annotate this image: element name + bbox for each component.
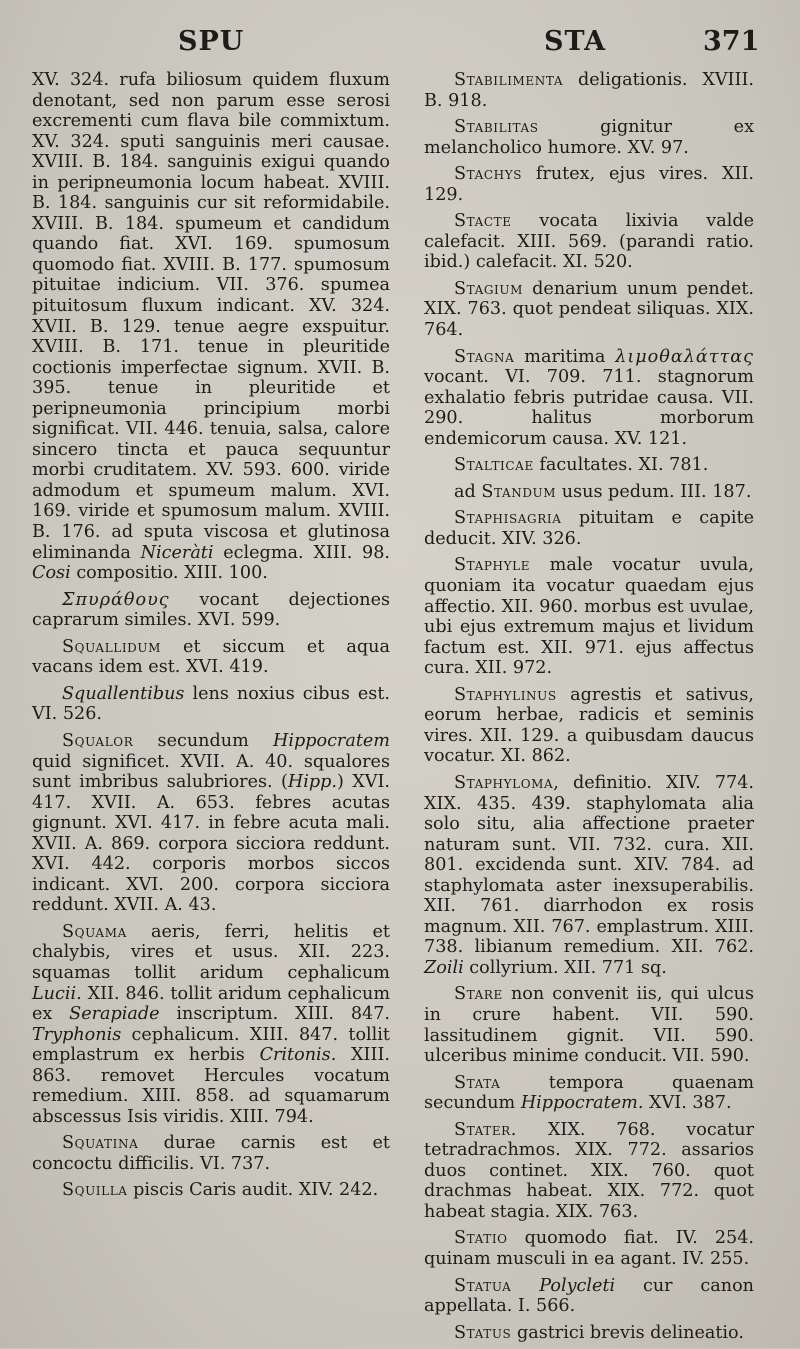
entry-stagna: Stagna maritima λιμοθαλάττας vocant. VI. 709. 711. stagnorum exhalatio febris putridae causa. VII. 290. halitus morborum endemicorum causa. XV. 121. <box>424 346 754 449</box>
header-center-guideword: STA <box>544 26 607 57</box>
entry-stabilitas: Stabilitas gignitur ex melancholico humore. XV. 97. <box>424 117 754 158</box>
entry-staphyloma: Staphyloma, definitio. XIV. 774. XIX. 435. 439. staphylomata alia solo situ, alia affectione praeter naturam sunt. VII. 732. cura. XII. 801. excidenda sunt. XIV. 784. ad staphylomata aster inexsuperabilis. XII. 761. diarrhodon ex rosis magnum. XII. 767. emplastrum. XIII. 738. libianum remedium. XII. 762. Zoili collyrium. XII. 771 sq. <box>424 772 754 978</box>
entry-stalticae: Stalticae facultates. XI. 781. <box>454 455 709 476</box>
entry-squilla: Squilla piscis Caris audit. XIV. 242. <box>62 1180 379 1201</box>
entry-staphyle: Staphyle male vocatur uvula, quoniam ita vocatur quaedam ejus affectio. XII. 960. morbus est uvulae, ubi ejus extremum majus et lividum factum est. XII. 971. ejus affectus cura. XII. 972. <box>424 555 754 679</box>
entry-stachys: Stachys frutex, ejus vires. XII. 129. <box>424 164 754 205</box>
left-column <box>32 70 390 1207</box>
entry-squalor: Squalor secundum Hippocratem quid significet. XVII. A. 40. squalores sunt imbribus salubriores. (Hipp.) XVI. 417. XVII. A. 653. febres acutas gignunt. XVI. 417. in febre acuta mali. XVII. A. 869. corpora sicciora reddunt. XVI. 442. corporis morbos siccos indicant. XVI. 200. corpora sicciora reddunt. XVII. A. 43. <box>32 730 391 916</box>
page-number: 371 <box>703 26 760 57</box>
entry-squallentibus: Squallentibus lens noxius cibus est. VI. 526. <box>32 683 391 725</box>
right-column <box>424 70 754 1349</box>
entry-stata: Stata tempora quaenam secundum Hippocratem. XVI. 387. <box>424 1072 755 1114</box>
entry-staphylinus: Staphylinus agrestis et sativus, eorum herbae, radicis et seminis vires. XII. 129. a quibusdam daucus vocatur. XI. 862. <box>424 684 754 767</box>
entry-status: Status gastrici brevis delineatio. <box>454 1322 744 1343</box>
entry-squatina: Squatina durae carnis est et concoctu difficilis. VI. 737. <box>32 1133 390 1174</box>
entry-statua: Statua Polycleti cur canon appellata. I. 566. <box>424 1275 754 1317</box>
entry-stare: Stare non convenit iis, qui ulcus in crure habent. VII. 590. lassitudinem gignit. VII. 590. ulceribus minime conducit. VII. 590. <box>424 984 754 1067</box>
entry-sputum-continued: XV. 324. rufa biliosum quidem fluxum denotant, sed non parum esse serosi excrementi cum flava bile commixtum. XV. 324. sputi sanguinis meri causae. XVIII. B. 184. sanguinis exigui quando in peripneumonia locum habeat. XVIII. B. 184. sanguinis cur sit reformidabile. XVIII. B. 184. spumeum et candidum quando fiat. XVI. 169. spumosum quomodo fiat. XVIII. B. 177. spumosum pituitae indicium. VII. 376. spumea pituitosum fluxum indicant. XV. 324. XVII. B. 129. tenue aegre exspuitur. XVIII. B. 171. tenue in pleuritide coctionis imperfectae signum. XVII. B. 395. tenue in pleuritide et peripneumonia principium morbi significat. VII. 446. tenuia, salsa, calore sincero tincta et pauca sequuntur morbi cruditatem. XV. 593. 600. viride admodum et spumeum malum. XVI. 169. viride et spumosum malum. XVIII. B. 176. ad sputa viscosa et glutinosa eliminanda Niceràti eclegma. XIII. 98. Cosi compositio. XIII. 100. <box>32 70 390 584</box>
entry-stater: Stater. XIX. 768. vocatur tetradrachmos. XIX. 772. assarios duos continet. XIX. 760. quot drachmas habeat. XIX. 772. quot habeat stagia. XIX. 763. <box>424 1119 754 1222</box>
entry-squallidum: Squallidum et siccum et aqua vacans idem est. XVI. 419. <box>32 636 390 678</box>
entry-stabilimenta: Stabilimenta deligationis. XVIII. B. 918. <box>424 70 754 111</box>
entry-stacte: Stacte vocata lixivia valde calefacit. XIII. 569. (parandi ratio. ibid.) calefacit. XI. 520. <box>424 211 754 273</box>
entry-statio: Statio quomodo fiat. IV. 254. quinam musculi in ea agant. IV. 255. <box>424 1228 755 1269</box>
entry-squama: Squama aeris, ferri, helitis et chalybis, vires et usus. XII. 223. squamas tollit aridum cephalicum Lucii. XII. 846. tollit aridum cephalicum ex Serapiade inscriptum. XIII. 847. Tryphonis cephalicum. XIII. 847. tollit emplastrum ex herbis Critonis. XIII. 863. removet Hercules vocatum remedium. XIII. 858. ad squamarum abscessus Isis viridis. XIII. 794. <box>32 921 391 1127</box>
entry-staphisagria: Staphisagria pituitam e capite deducit. XIV. 326. <box>424 508 754 549</box>
entry-stagium: Stagium denarium unum pendet. XIX. 763. quot pendeat siliquas. XIX. 764. <box>424 278 754 341</box>
header-left-guideword: SPU <box>178 26 245 57</box>
running-header <box>0 22 800 66</box>
entry-spyrathous: Σπυράθους vocant dejectiones caprarum similes. XVI. 599. <box>32 589 391 631</box>
entry-standum: ad Standum usus pedum. III. 187. <box>454 481 752 502</box>
